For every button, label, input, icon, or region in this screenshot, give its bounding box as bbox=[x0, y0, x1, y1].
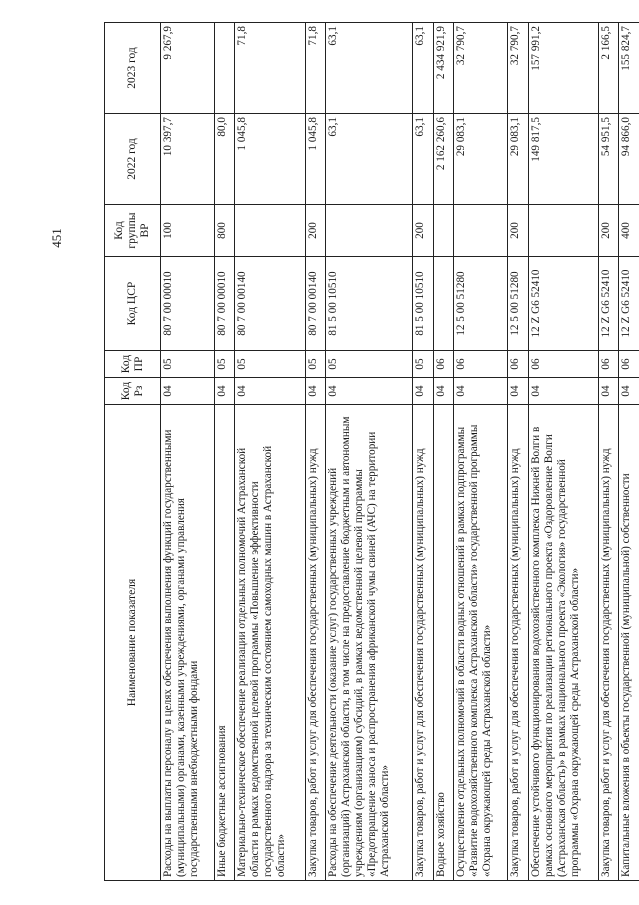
cell-y2022: 63,1 bbox=[413, 114, 433, 205]
header-rz: Код Рз bbox=[105, 378, 161, 405]
table-row bbox=[508, 23, 528, 881]
cell-pr: 06 bbox=[528, 351, 598, 378]
budget-table bbox=[104, 22, 639, 881]
cell-y2023: 32 790,7 bbox=[508, 23, 528, 114]
header-csr: Код ЦСР bbox=[105, 257, 161, 351]
cell-csr: 80 7 00 00140 bbox=[305, 257, 325, 351]
cell-y2022: 29 083,1 bbox=[508, 114, 528, 205]
cell-name: Иные бюджетные ассигнования bbox=[214, 405, 234, 881]
cell-name: Закупка товаров, работ и услуг для обеспечения государственных (муниципальных) нужд bbox=[508, 405, 528, 881]
table-row bbox=[528, 23, 598, 881]
cell-rz: 04 bbox=[508, 378, 528, 405]
cell-csr: 12 5 00 51280 bbox=[508, 257, 528, 351]
cell-name: Осуществление отдельных полномочий в области водных отношений в рамках подпрограммы «Развитие водохозяйственного комплекса Астраханской области» государственной программы «Охрана окружающей среды Астраханской области» bbox=[454, 405, 508, 881]
cell-pr: 06 bbox=[619, 351, 639, 378]
cell-name: Закупка товаров, работ и услуг для обеспечения государственных (муниципальных) нужд bbox=[598, 405, 618, 881]
rotated-table-container bbox=[104, 23, 639, 881]
cell-csr: 12 5 00 51280 bbox=[454, 257, 508, 351]
table-row bbox=[326, 23, 413, 881]
cell-pr: 05 bbox=[305, 351, 325, 378]
cell-y2022: 80,0 bbox=[214, 114, 234, 205]
table-row bbox=[235, 23, 305, 881]
cell-y2022: 149 817,5 bbox=[528, 114, 598, 205]
cell-vr: 800 bbox=[214, 205, 234, 257]
cell-vr bbox=[326, 205, 413, 257]
cell-rz: 04 bbox=[619, 378, 639, 405]
cell-name: Водное хозяйство bbox=[433, 405, 453, 881]
cell-rz: 04 bbox=[305, 378, 325, 405]
cell-csr: 12 Z G6 52410 bbox=[619, 257, 639, 351]
cell-rz: 04 bbox=[214, 378, 234, 405]
cell-vr bbox=[454, 205, 508, 257]
header-pr: Код ПР bbox=[105, 351, 161, 378]
cell-pr: 06 bbox=[433, 351, 453, 378]
cell-y2023: 71,8 bbox=[305, 23, 325, 114]
cell-y2022: 10 397,7 bbox=[161, 114, 215, 205]
cell-pr: 05 bbox=[235, 351, 305, 378]
header-2022: 2022 год bbox=[105, 114, 161, 205]
cell-vr: 200 bbox=[413, 205, 433, 257]
page-number-area bbox=[42, 0, 72, 905]
cell-vr bbox=[528, 205, 598, 257]
cell-name: Материально-техническое обеспечение реализации отдельных полномочий Астраханской области в рамках ведомственной целевой программы «Повышение эффективности государственного надзора за техническим состоянием самоходных машин в Астраханской области» bbox=[235, 405, 305, 881]
cell-csr: 12 Z G6 52410 bbox=[598, 257, 618, 351]
page-number: 451 bbox=[49, 228, 64, 248]
cell-pr: 05 bbox=[161, 351, 215, 378]
cell-y2023: 2 434 921,9 bbox=[433, 23, 453, 114]
header-vr: Код группы ВР bbox=[105, 205, 161, 257]
table-row bbox=[433, 23, 453, 881]
table-header-row bbox=[105, 23, 161, 881]
cell-rz: 04 bbox=[433, 378, 453, 405]
cell-name: Капитальные вложения в объекты государственной (муниципальной) собственности bbox=[619, 405, 639, 881]
cell-vr bbox=[235, 205, 305, 257]
cell-name: Расходы на обеспечение деятельности (оказание услуг) государственных учреждений (организаций) Астраханской области, в том числе на предоставление бюджетным и автономным учреждениям (организациям) субсидий, в рамках ведомственной целевой программы «Предотвращение заноса и распространения африканской чумы свиней (АЧС) на территории Астраханской области» bbox=[326, 405, 413, 881]
table-row bbox=[454, 23, 508, 881]
table-row bbox=[619, 23, 639, 881]
cell-pr: 05 bbox=[413, 351, 433, 378]
table-row bbox=[305, 23, 325, 881]
cell-y2023: 9 267,9 bbox=[161, 23, 215, 114]
cell-rz: 04 bbox=[528, 378, 598, 405]
cell-vr bbox=[433, 205, 453, 257]
cell-pr: 05 bbox=[326, 351, 413, 378]
cell-y2023: 63,1 bbox=[413, 23, 433, 114]
table-row bbox=[161, 23, 215, 881]
cell-y2023: 155 824,7 bbox=[619, 23, 639, 114]
cell-name: Закупка товаров, работ и услуг для обеспечения государственных (муниципальных) нужд bbox=[413, 405, 433, 881]
header-name: Наименование показателя bbox=[105, 405, 161, 881]
cell-pr: 06 bbox=[508, 351, 528, 378]
cell-y2022: 1 045,8 bbox=[305, 114, 325, 205]
cell-csr: 80 7 00 00010 bbox=[161, 257, 215, 351]
cell-csr: 12 Z G6 52410 bbox=[528, 257, 598, 351]
cell-y2022: 94 866,0 bbox=[619, 114, 639, 205]
cell-csr: 80 7 00 00010 bbox=[214, 257, 234, 351]
cell-vr: 100 bbox=[161, 205, 215, 257]
cell-y2023 bbox=[214, 23, 234, 114]
cell-csr: 81 5 00 10510 bbox=[326, 257, 413, 351]
cell-pr: 05 bbox=[214, 351, 234, 378]
cell-y2023: 157 991,2 bbox=[528, 23, 598, 114]
cell-vr: 200 bbox=[508, 205, 528, 257]
cell-vr: 200 bbox=[305, 205, 325, 257]
cell-y2023: 32 790,7 bbox=[454, 23, 508, 114]
table-row bbox=[413, 23, 433, 881]
cell-rz: 04 bbox=[161, 378, 215, 405]
table-row bbox=[214, 23, 234, 881]
cell-pr: 06 bbox=[598, 351, 618, 378]
header-2023: 2023 год bbox=[105, 23, 161, 114]
cell-csr: 80 7 00 00140 bbox=[235, 257, 305, 351]
cell-pr: 06 bbox=[454, 351, 508, 378]
cell-rz: 04 bbox=[454, 378, 508, 405]
cell-csr: 81 5 00 10510 bbox=[413, 257, 433, 351]
cell-vr: 200 bbox=[598, 205, 618, 257]
cell-y2022: 2 162 260,6 bbox=[433, 114, 453, 205]
cell-y2023: 2 166,5 bbox=[598, 23, 618, 114]
cell-rz: 04 bbox=[235, 378, 305, 405]
cell-csr bbox=[433, 257, 453, 351]
cell-y2022: 63,1 bbox=[326, 114, 413, 205]
cell-rz: 04 bbox=[326, 378, 413, 405]
cell-y2022: 54 951,5 bbox=[598, 114, 618, 205]
cell-rz: 04 bbox=[413, 378, 433, 405]
cell-name: Расходы на выплаты персоналу в целях обеспечения выполнения функций государственными (муниципальными) органами, казенными учреждениями, органами управления государственными внебюджетными фондами bbox=[161, 405, 215, 881]
cell-name: Обеспечение устойчивого функционирования водохозяйственного комплекса Нижней Волги в рамках основного мероприятия по реализации регионального проекта «Оздоровление Волги (Астраханская область)» в рамках национального проекта «Экология» государственной программы «Охрана окружающей среды Астраханской области» bbox=[528, 405, 598, 881]
cell-y2023: 63,1 bbox=[326, 23, 413, 114]
cell-y2022: 29 083,1 bbox=[454, 114, 508, 205]
cell-y2022: 1 045,8 bbox=[235, 114, 305, 205]
cell-vr: 400 bbox=[619, 205, 639, 257]
cell-y2023: 71,8 bbox=[235, 23, 305, 114]
cell-name: Закупка товаров, работ и услуг для обеспечения государственных (муниципальных) нужд bbox=[305, 405, 325, 881]
table-row bbox=[598, 23, 618, 881]
cell-rz: 04 bbox=[598, 378, 618, 405]
